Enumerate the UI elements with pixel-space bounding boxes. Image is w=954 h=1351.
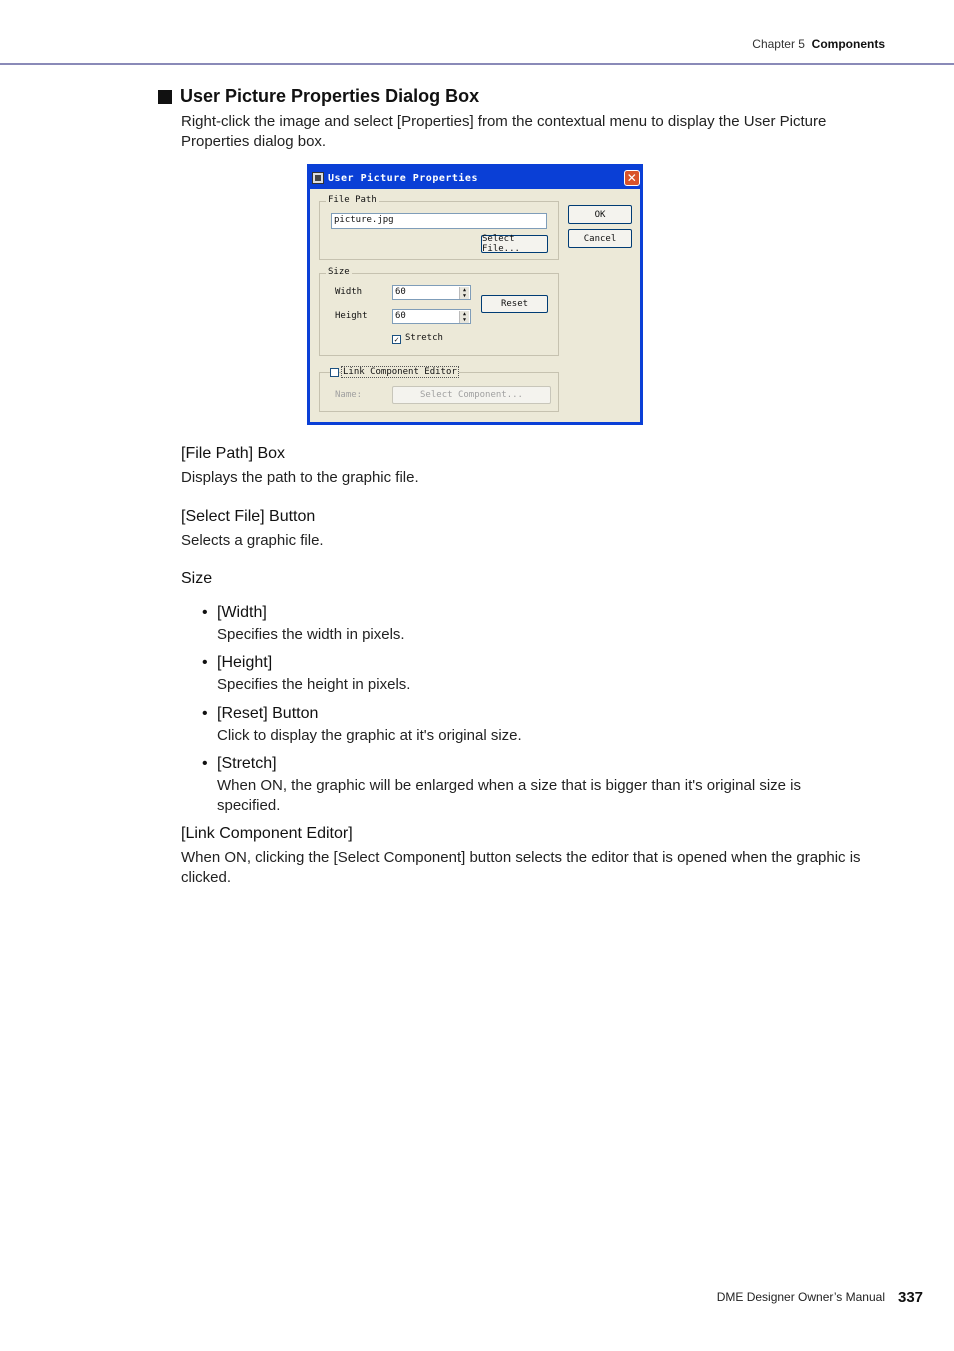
width-label: Width [335,287,363,297]
stretch-label: Stretch [405,333,443,343]
stretch-checkbox[interactable]: ✓ [392,335,401,344]
reset-heading: [Reset] Button [217,705,319,722]
close-icon[interactable]: ✕ [624,170,640,186]
link-component-checkbox[interactable] [330,368,339,377]
link-component-group [319,367,559,412]
square-bullet-icon [158,90,172,104]
file-path-group [319,195,559,260]
size-heading: Size [181,570,213,587]
select-file-button[interactable]: Select File... [481,235,548,253]
section-heading [158,86,479,107]
width-value: 60 [395,287,406,297]
select-file-heading: [Select File] Button [181,508,316,525]
manual-title: DME Designer Owner’s Manual [716,1290,885,1304]
size-group-label: Size [328,267,350,277]
chapter-header [752,37,885,51]
height-label: Height [335,311,368,321]
ok-button[interactable]: OK [568,205,632,224]
width-heading: [Width] [217,604,267,621]
width-desc: Specifies the width in pixels. [217,626,405,643]
width-input[interactable] [392,285,471,300]
height-desc: Specifies the height in pixels. [217,676,411,693]
chapter-label: Chapter 5 [752,37,805,51]
section-intro: Right-click the image and select [Properties] from the contextual menu to display the User Picture Properties dialog box. [181,113,827,150]
name-label: Name: [335,390,363,400]
reset-button[interactable]: Reset [481,295,548,313]
file-path-heading: [File Path] Box [181,445,286,462]
reset-bullet: • [Reset] Button [202,705,319,722]
stretch-desc: When ON, the graphic will be enlarged when a size that is bigger than it's original size is specified. [217,777,801,814]
section-title: User Picture Properties Dialog Box [180,86,480,106]
header-rule [0,63,954,65]
user-picture-properties-dialog [307,164,643,425]
height-input[interactable] [392,309,471,324]
width-spinner-icon[interactable]: ▲ ▼ [459,287,469,299]
chapter-title: Components [811,37,885,51]
reset-desc: Click to display the graphic at it's original size. [217,727,522,744]
height-value: 60 [395,311,406,321]
height-bullet: • [Height] [202,654,273,671]
select-component-button[interactable]: Select Component... [392,386,551,404]
file-path-desc: Displays the path to the graphic file. [181,469,419,486]
file-path-group-label: File Path [328,195,377,205]
stretch-heading: [Stretch] [217,755,277,772]
stretch-bullet: • [Stretch] [202,755,277,772]
dialog-client [310,189,640,422]
dialog-titlebar [310,167,640,189]
file-path-input[interactable]: picture.jpg [331,213,547,229]
height-heading: [Height] [217,654,273,671]
height-spinner-icon[interactable]: ▲ ▼ [459,311,469,323]
link-desc: When ON, clicking the [Select Component] button selects the editor that is opened when the graphic is clicked. [181,849,861,886]
app-icon [312,172,324,184]
select-file-desc: Selects a graphic file. [181,532,324,549]
link-component-label: Link Component Editor [343,367,457,377]
cancel-button[interactable]: Cancel [568,229,632,248]
width-bullet: • [Width] [202,604,267,621]
size-group [319,267,559,356]
dialog-title: User Picture Properties [328,172,478,184]
page-number: 337 [898,1289,924,1306]
link-heading: [Link Component Editor] [181,825,353,842]
